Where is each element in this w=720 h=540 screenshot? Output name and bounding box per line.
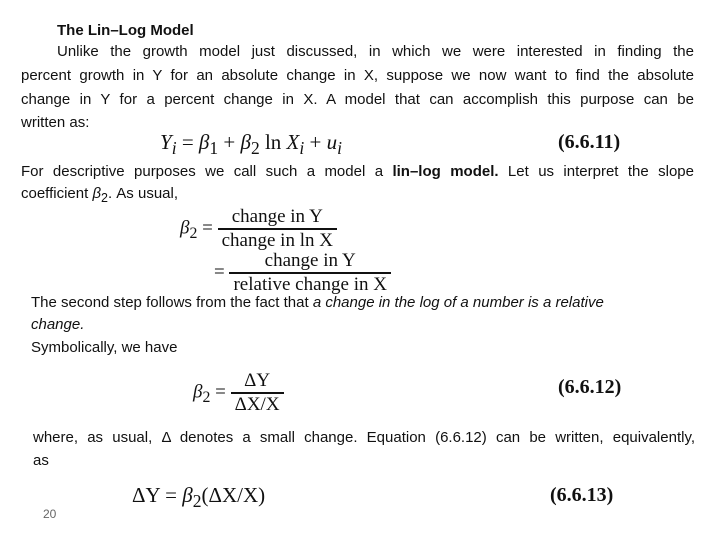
- beta2-definition-2: [214, 250, 391, 296]
- eq1-plus-2: +: [304, 130, 327, 154]
- eq4-lhs: ΔY =: [132, 483, 183, 507]
- para3-italic-2: change.: [31, 316, 85, 333]
- lin-log-term: lin–log model.: [392, 163, 499, 180]
- para2-beta: β: [92, 185, 102, 202]
- para2-text-d: . As usual,: [107, 185, 179, 202]
- eq1-ln: ln: [259, 130, 287, 154]
- fraction-change-y-over-relative-change-x: [229, 250, 391, 296]
- eq2-equals: =: [197, 217, 218, 239]
- para3-line-3: Symbolically, we have: [31, 339, 178, 356]
- para2-text-c: coefficient: [21, 185, 93, 202]
- eq1-equals: =: [176, 130, 199, 154]
- equation-number-6-6-12: (6.6.12): [558, 376, 622, 398]
- eq4-beta-sub: 2: [192, 491, 202, 512]
- eq2-numerator-1: change in Y: [231, 206, 323, 227]
- para2-line-2: [21, 182, 178, 210]
- intro-line-4: written as:: [21, 114, 90, 131]
- eq3-beta-sub: 2: [202, 389, 211, 407]
- equation-6-6-12: [193, 370, 284, 416]
- eq2-numerator-2: change in Y: [264, 250, 356, 271]
- eq1-y: Y: [160, 130, 172, 154]
- equation-6-6-13: [132, 483, 265, 512]
- para3-line-1: [31, 291, 681, 315]
- eq1-beta2: β: [240, 130, 251, 154]
- eq4-beta: β: [182, 483, 193, 507]
- para3-text-a: The second step follows from the fact that: [31, 294, 313, 311]
- eq1-sub-i: i: [171, 138, 177, 159]
- eq1-u-sub: i: [337, 138, 342, 159]
- eq3-denominator: ΔX/X: [231, 392, 284, 416]
- para2-text-a: For descriptive purposes we call such a model a: [21, 163, 393, 180]
- eq2-beta-sub: 2: [189, 225, 198, 243]
- eq2-denominator-2: relative change in X: [229, 272, 391, 296]
- page-number: 20: [43, 507, 57, 521]
- intro-line-1: Unlike the growth model just discussed, in which we were interested in finding the: [57, 43, 694, 60]
- eq3-equals: =: [210, 381, 231, 403]
- eq4-rhs: (ΔX/X): [201, 483, 266, 507]
- eq1-u: u: [326, 130, 338, 154]
- equation-number-6-6-13: (6.6.13): [550, 484, 614, 506]
- para4-line-1: where, as usual, Δ denotes a small change. Equation (6.6.12) can be written, equivalently,: [33, 429, 695, 446]
- fraction-change-y-over-change-ln-x: [218, 206, 337, 252]
- para2-line-1: [21, 160, 694, 184]
- fraction-delta-y-over-delta-x-over-x: [231, 370, 284, 416]
- intro-line-3: change in Y for a percent change in X. A model that can accomplish this purpose can be: [21, 91, 694, 108]
- eq3-beta: β: [193, 381, 203, 403]
- eq1-x-sub: i: [299, 138, 305, 159]
- equation-number-6-6-11: (6.6.11): [558, 131, 621, 153]
- section-heading: The Lin–Log Model: [57, 22, 194, 39]
- para4-line-2: as: [33, 452, 49, 469]
- equation-6-6-11: [160, 130, 342, 159]
- para2-text-b: Let us interpret the slope: [498, 163, 694, 180]
- eq1-beta1-sub: 1: [209, 138, 219, 159]
- beta2-definition-1: [180, 206, 337, 252]
- eq2-equals-2: =: [214, 261, 230, 283]
- para3-italic-1: a change in the log of a number is a relative: [312, 294, 604, 311]
- eq1-beta1: β: [198, 130, 210, 154]
- para3-line-2: [31, 313, 84, 337]
- eq1-x: X: [286, 130, 300, 154]
- eq1-beta2-sub: 2: [250, 138, 260, 159]
- para2-beta-sub: 2: [101, 191, 108, 205]
- intro-line-2: percent growth in Y for an absolute change in X, suppose we now want to find the absolute: [21, 67, 694, 84]
- eq3-numerator: ΔY: [244, 370, 271, 391]
- eq2-beta: β: [180, 217, 190, 239]
- eq2-denominator-1: change in ln X: [218, 228, 337, 252]
- eq1-plus: +: [218, 130, 241, 154]
